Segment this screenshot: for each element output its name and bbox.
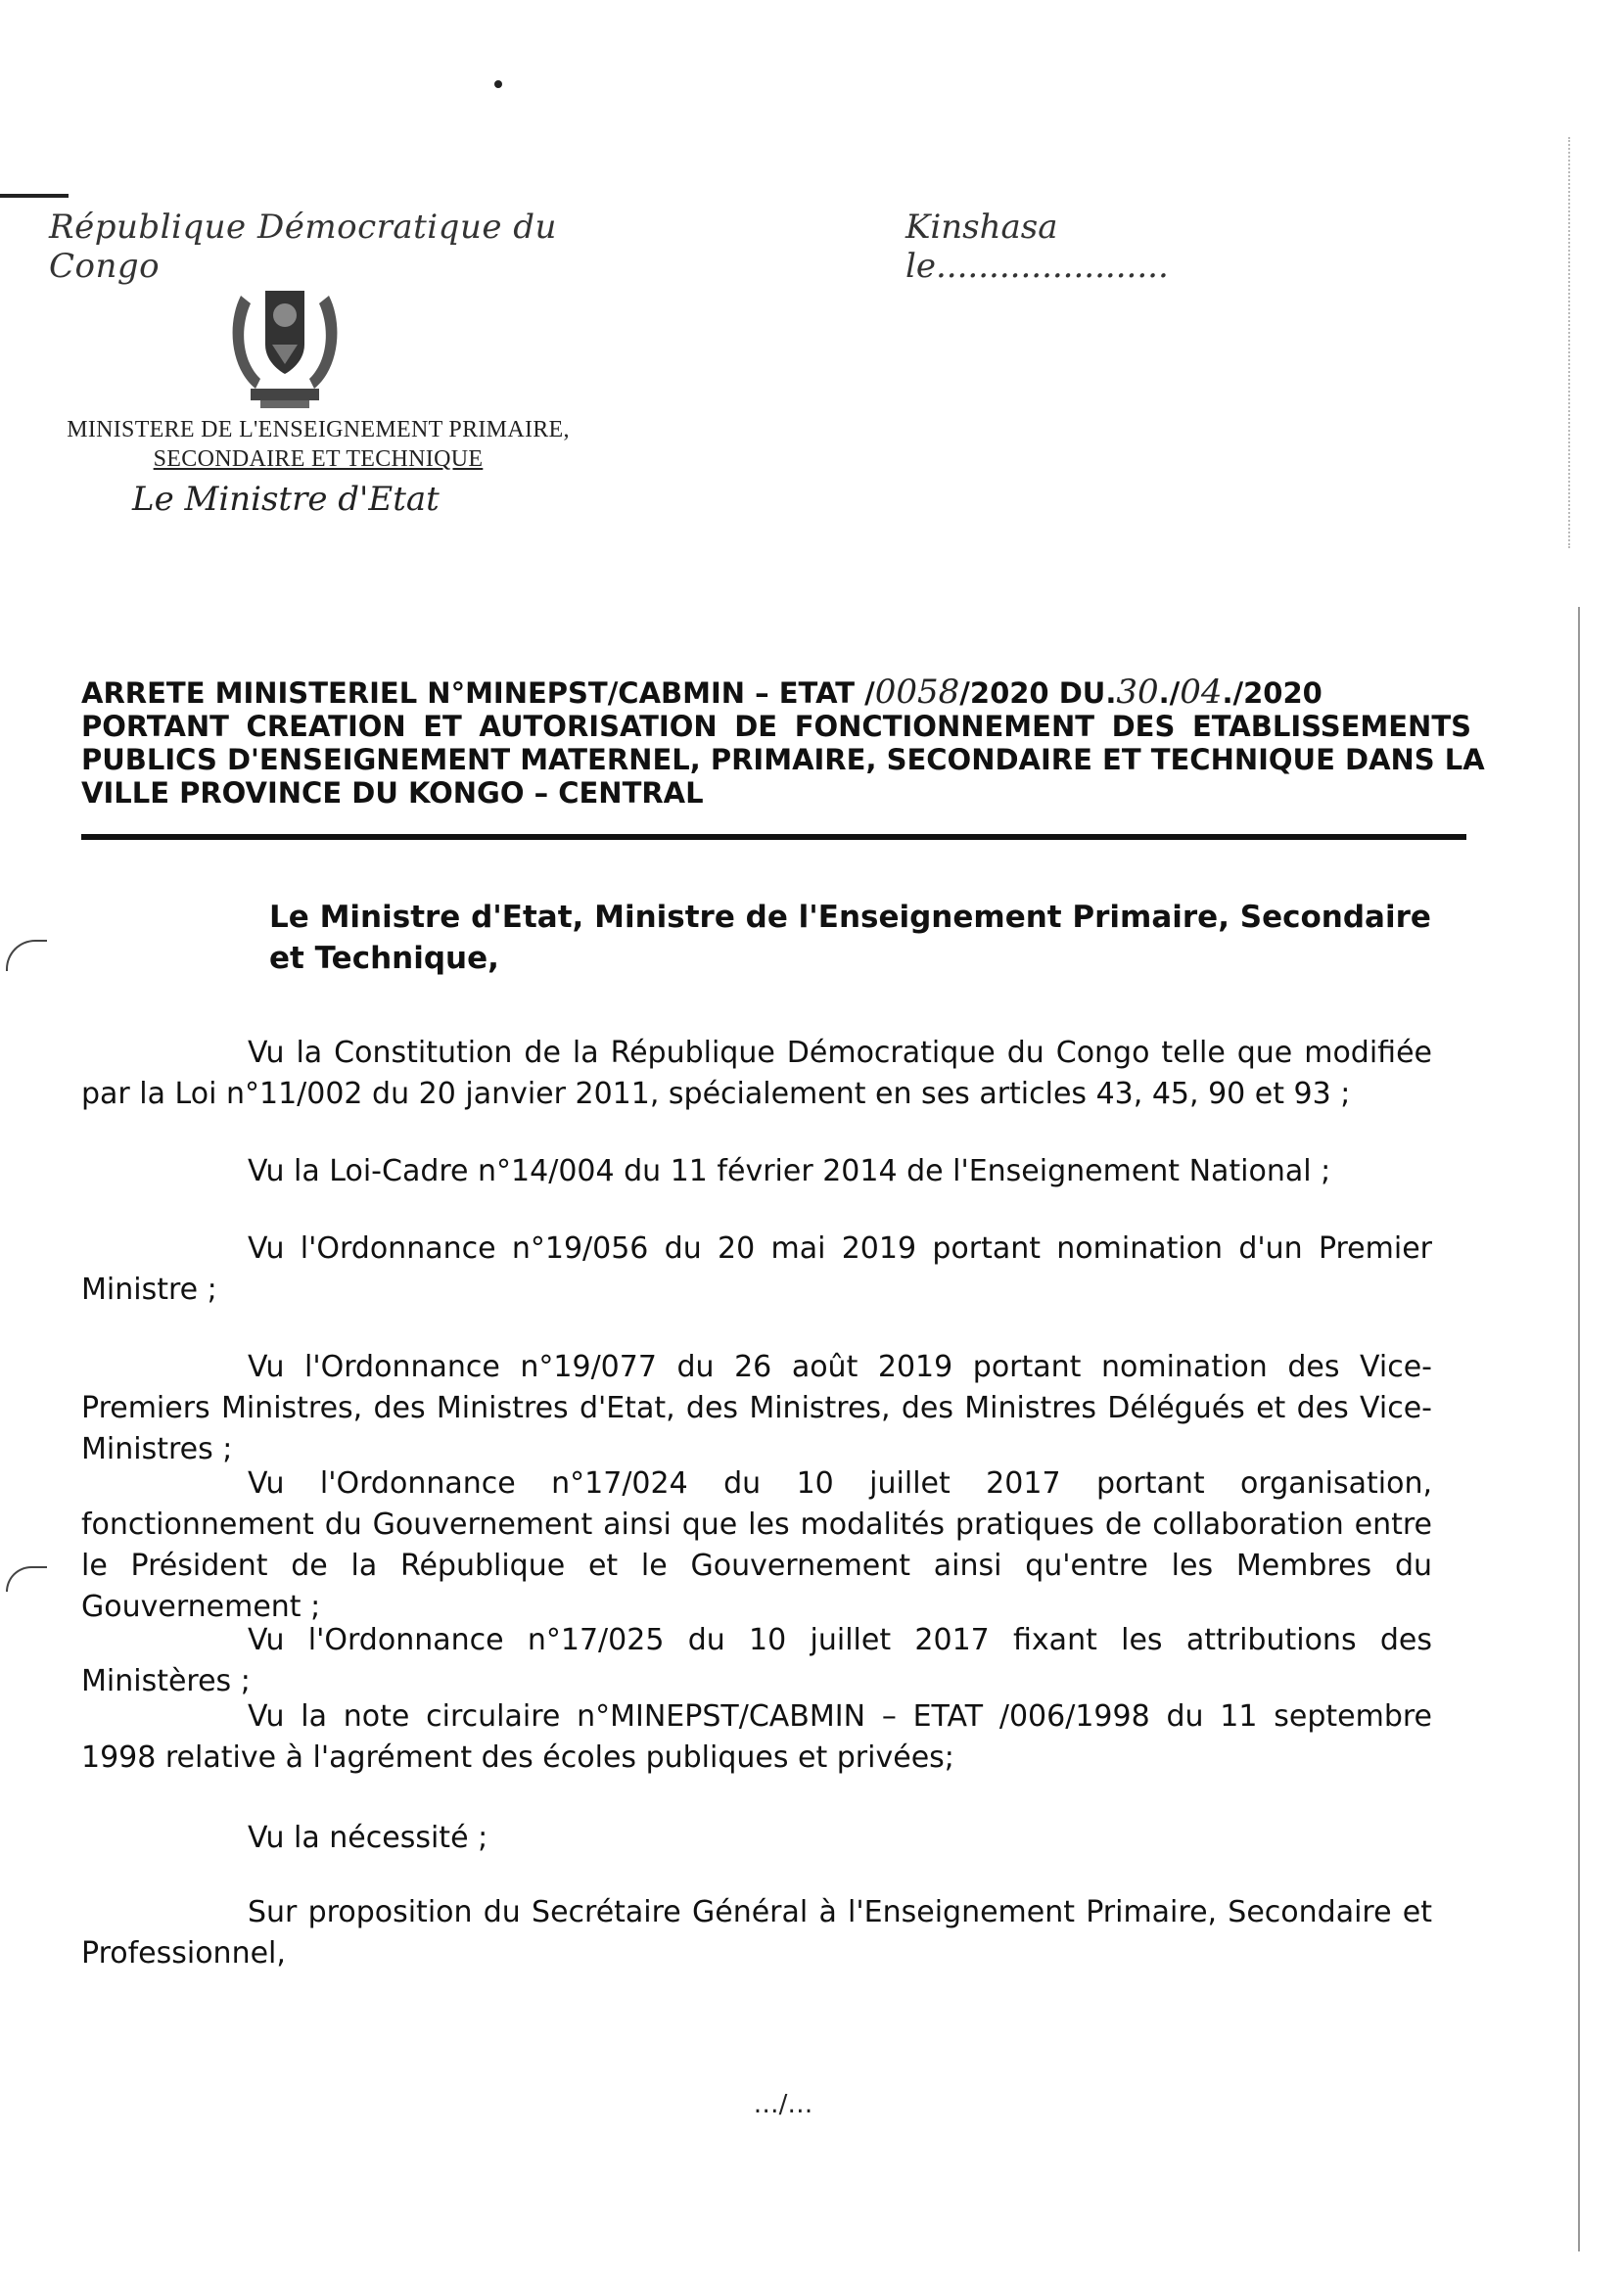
place-date: Kinshasa le...................... — [905, 208, 1169, 286]
ministry-line-1: MINISTERE DE L'ENSEIGNEMENT PRIMAIRE, — [67, 417, 570, 442]
decree-year-suffix: ./2020 — [1222, 676, 1322, 710]
decree-title — [81, 673, 1485, 810]
recital-text: Vu la Constitution de la République Démocratique du Congo telle que modifiée par la Loi n°11/002 du 20 janvier 2011, spécialement en ses articles 43, 45, 90 et 93 ; — [81, 1036, 1432, 1111]
decree-reference-prefix: ARRETE MINISTERIEL N°MINEPST/CABMIN – ETAT / — [81, 676, 875, 710]
recital-text: Sur proposition du Secrétaire Général à l'Enseignement Primaire, Secondaire et Professionnel, — [81, 1895, 1432, 1971]
recital-paragraph — [81, 1033, 1432, 1115]
date-separator: ./ — [1158, 676, 1181, 710]
recital-paragraph — [81, 1151, 1432, 1192]
decree-year-label: /2020 DU. — [959, 676, 1117, 710]
decree-month-handwritten: 04 — [1180, 673, 1223, 712]
decree-title-line-1 — [81, 675, 1471, 710]
continuation-mark: …/… — [753, 2090, 813, 2119]
decree-number-handwritten: 0058 — [874, 673, 960, 712]
recital-text: Vu l'Ordonnance n°17/024 du 10 juillet 2017 portant organisation, fonctionnement du Gouvernement ainsi que les modalités pratiques de collaboration entre le Président de la République et le Gouvernement ainsi qu'entre les Membres du Gouvernement ; — [81, 1466, 1432, 1624]
minister-heading: Le Ministre d'Etat, Ministre de l'Enseignement Primaire, Secondaire et Technique, — [269, 900, 1431, 976]
recital-paragraph — [81, 1463, 1432, 1628]
recital-text: Vu la Loi-Cadre n°14/004 du 11 février 2014 de l'Enseignement National ; — [248, 1154, 1331, 1188]
ministry-name — [29, 415, 607, 474]
scan-arc — [6, 1566, 47, 1592]
scan-dot — [494, 80, 502, 88]
decree-title-line-2: PORTANT CREATION ET AUTORISATION DE FONCTIONNEMENT DES ETABLISSEMENTS — [81, 710, 1471, 743]
decree-title-line-3: PUBLICS D'ENSEIGNEMENT MATERNEL, PRIMAIRE, SECONDAIRE ET TECHNIQUE DANS LA — [81, 743, 1485, 776]
decree-title-line-4: VILLE PROVINCE DU KONGO – CENTRAL — [81, 776, 704, 810]
minister-title: Le Ministre d'Etat — [132, 480, 440, 519]
republic-name: République Démocratique du Congo — [49, 208, 557, 286]
recital-text: Vu la nécessité ; — [248, 1821, 488, 1855]
recital-paragraph — [81, 1892, 1432, 1974]
scan-arc — [6, 940, 47, 971]
recital-text: Vu l'Ordonnance n°17/025 du 10 juillet 2017 fixant les attributions des Ministères ; — [81, 1623, 1432, 1698]
recital-paragraph — [81, 1620, 1432, 1702]
recital-paragraph — [81, 1696, 1432, 1779]
recital-text: Vu la note circulaire n°MINEPST/CABMIN – ETAT /006/1998 du 11 septembre 1998 relative à l'agrément des écoles publiques et privées; — [81, 1699, 1432, 1775]
coat-of-arms-emblem — [221, 276, 348, 413]
decree-day-handwritten: 30 — [1116, 673, 1159, 712]
scan-mark — [0, 194, 69, 198]
recital-text: Vu l'Ordonnance n°19/056 du 20 mai 2019 portant nomination d'un Premier Ministre ; — [81, 1231, 1432, 1307]
recital-paragraph — [81, 1818, 1432, 1859]
recital-paragraph — [81, 1347, 1432, 1470]
scan-edge-line — [1578, 607, 1580, 2251]
recital-paragraph — [81, 1229, 1432, 1311]
recital-text: Vu l'Ordonnance n°19/077 du 26 août 2019 portant nomination des Vice-Premiers Ministres, des Ministres d'Etat, des Ministres, des Ministres Délégués et des Vice-Ministres ; — [81, 1350, 1432, 1466]
title-rule — [81, 834, 1466, 840]
scan-edge-line — [1568, 137, 1570, 548]
ministry-line-2: SECONDAIRE ET TECHNIQUE — [153, 446, 484, 472]
